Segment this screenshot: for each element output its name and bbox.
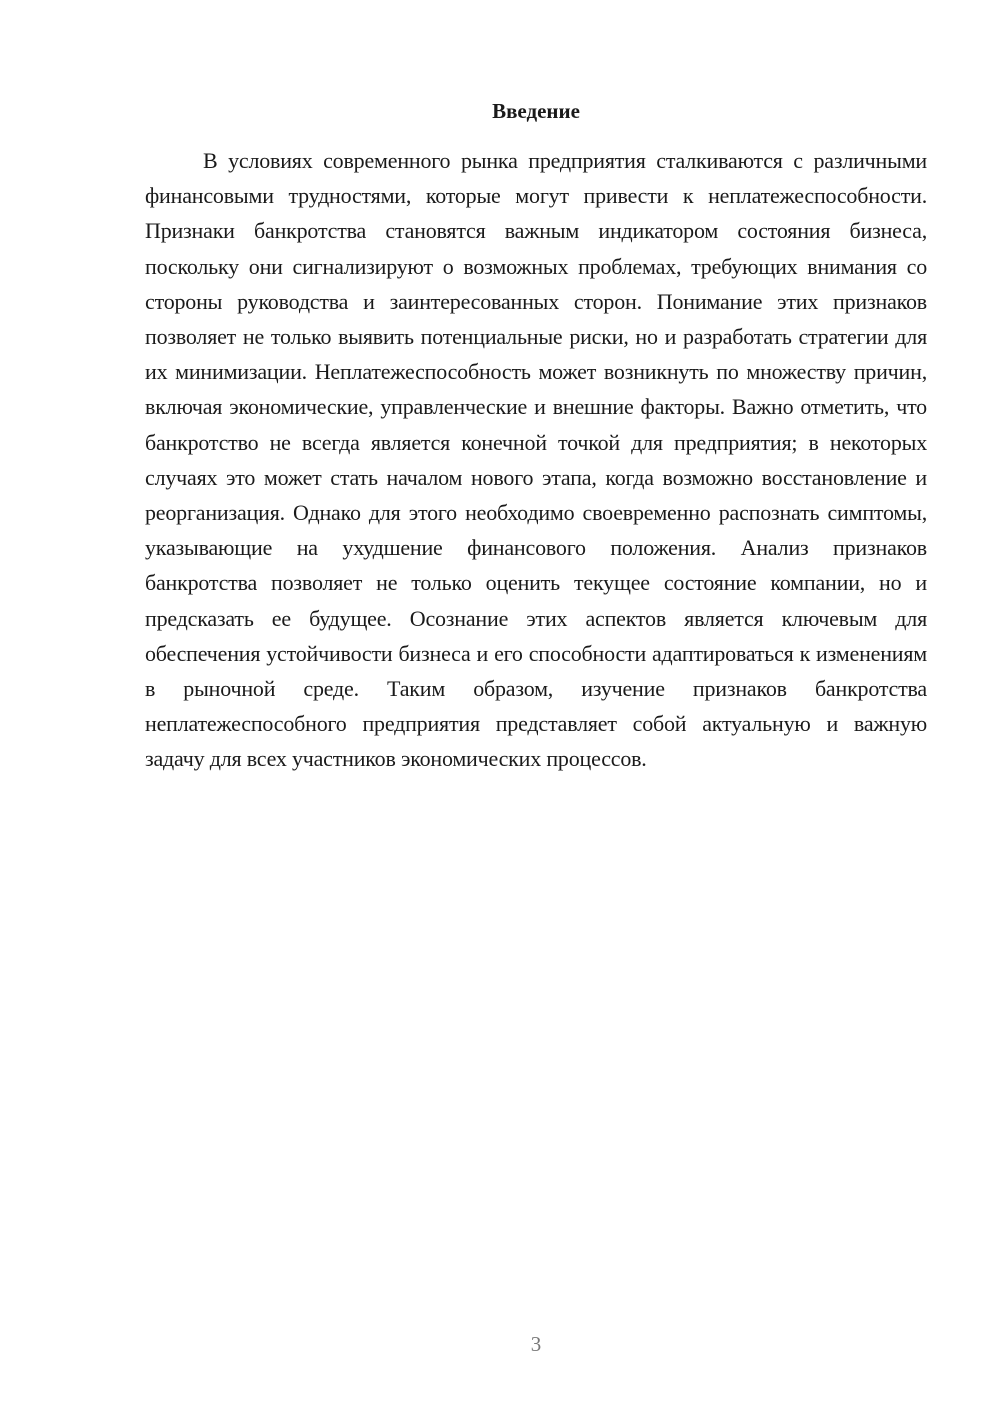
section-heading: Введение <box>492 99 580 123</box>
body-paragraph: В условиях современного рынка предприятия сталкиваются с различными финансовыми трудностями, которые могут привести к неплатежеспособности. Признаки банкротства становятся важным индикатором состояния бизнеса, поскольку они сигнализируют о возможных проблемах, требующих внимания со стороны руководства и заинтересованных сторон. Понимание этих признаков позволяет не только выявить потенциальные риски, но и разработать стратегии для их минимизации. Неплатежеспособность может возникнуть по множеству причин, включая экономические, управленческие и внешние факторы. Важно отметить, что банкротство не всегда является конечной точкой для предприятия; в некоторых случаях это может стать началом нового этапа, когда возможно восстановление и реорганизация. Однако для этого необходимо своевременно распознать симптомы, указывающие на ухудшение финансового положения. Анализ признаков банкротства позволяет не только оценить текущее состояние компании, но и предсказать ее будущее. Осознание этих аспектов является ключевым для обеспечения устойчивости бизнеса и его способности адаптироваться к изменениям в рыночной среде. Таким образом, изучение признаков банкротства неплатежеспособного предприятия представляет собой актуальную и важную задачу для всех участников экономических процессов. <box>145 148 927 772</box>
page-number: 3 <box>530 1332 542 1356</box>
